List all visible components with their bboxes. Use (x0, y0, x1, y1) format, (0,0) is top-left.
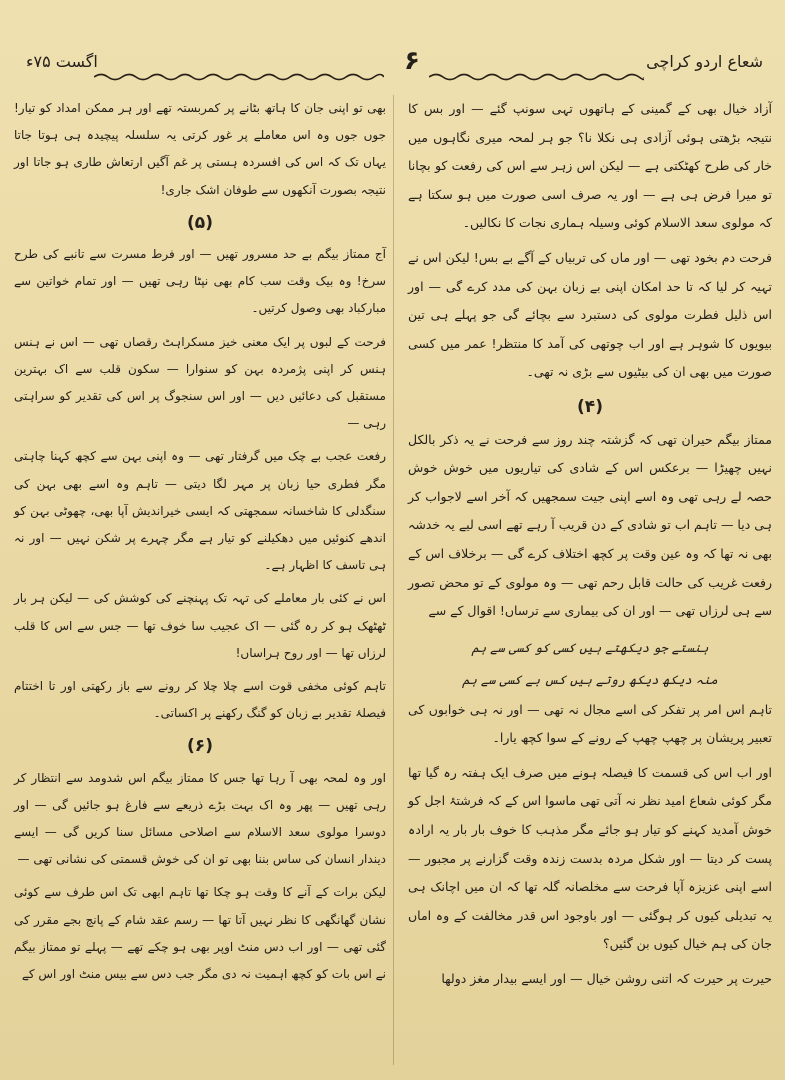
page-number: ۶ (404, 46, 420, 76)
paragraph: تاہم کوئی مخفی قوت اسے چلا چلا کر رونے سے باز رکھتی اور تا اختتام فیصلۂ تقدیر بے زبان کو گنگ رکھنے پر اکساتی۔ (14, 679, 386, 721)
page-header (14, 46, 771, 88)
paragraph: آج ممتاز بیگم بے حد مسرور تھیں — اور فرط مسرت سے تانبے کی طرح سرخ! وہ بیک وقت سب کام بھی نپٹا رہی تھیں — اور تمام خواتین سے مبارکباد بھی وصول کرتیں۔ (14, 247, 386, 316)
verse-line: منہ دیکھ دیکھ روتے ہیں کس بے کسی سے ہم (462, 671, 718, 687)
section-heading-5: (۵) (187, 212, 213, 233)
header-date: اگست ۷۵ء (26, 52, 98, 71)
paragraph: رفعت عجب بے چک میں گرفتار تھی — وہ اپنی بہن سے کچھ کہنا چاہتی مگر فطری حیا زبان پر مہر لگا دیتی — تاہم وہ اسے بھی بہن کی سنگدلی کا شاخسانہ سمجھتی کہ ایسی خیراندیش آپا بھی، چھوٹی بہن کو اندھے کنوئیں میں دھکیلنے کو تیار ہے مگر چہرے پر شکن نہیں — اور نہ ہی تاسف کا اظہار ہے۔ (14, 449, 386, 573)
paragraph: حیرت پر حیرت کہ اتنی روشن خیال — اور ایسے بیدار مغز دولھا (441, 971, 772, 987)
paragraph: تاہم اس امر پر تفکر کی اسے مجال نہ تھی — اور نہ ہی خوابوں کی تعبیر پریشان پر چھپ چھپ کے رونے کے سوا کچھ یارا۔ (408, 701, 772, 746)
paragraph: فرحت دم بخود تھی — اور ماں کی تربیاں کے آگے بے بس! لیکن اس نے تہیہ کر لیا کہ تا حد امکان اپنی بے زبان بہن کی مدد کرے گی — اور اس ذلیل فطرت مولوی کی دستبرد سے بچائے گی جو پہلے ہی تین بیویوں کا شوہر ہے اور اب چوتھی کی آمد کا منتظر! عمر میں کسی صورت میں بھی ان کی بیٹیوں سے بڑی نہ تھی۔ (408, 249, 772, 380)
paragraph: فرحت کے لبوں پر ایک معنی خیز مسکراہٹ رقصاں تھی — اس نے ہنس ہنس کر اپنی پژمردہ بہن کو سنوارا — سکون قلب سے اک بہترین مستقبل کی دعائیں دیں — اور اس سنجوگ پر اس کی تقدیر کو سراہتی رہی — (14, 334, 386, 431)
paragraph: اور وہ لمحہ بھی آ رہا تھا جس کا ممتاز بیگم اس شدومد سے انتظار کر رہی تھیں — پھر وہ اک بہت بڑے ذریعے سے فارغ ہو جائیں گی — اور دوسرا مولوی سعد الاسلام سے اصلاحی مسائل سنا کریں گی — ایسے دیندار انسان کی ساس بننا بھی تو ان کی خوش قسمتی کی نشانی تھی — (14, 770, 386, 867)
left-column (14, 95, 386, 994)
paragraph: آزاد خیال بھی کے گمینی کے ہاتھوں تہی سونپ گئے — اور بس کا نتیجہ بڑھتی ہوئی آزادی ہی نکلا نا؟ جو ہر لمحہ میری نگاہوں میں خار کی طرح کھٹکتی ہے — لیکن اس زہر سے اس کی رفعت کو بچانا تو میرا فرض ہی ہے — اور یہ صرف اسی صورت میں ہو سکتا ہے کہ مولوی سعد الاسلام کوئی وسیلہ ہماری نجات کا نکالیں۔ (408, 101, 772, 231)
paragraph: ممتاز بیگم حیران تھی کہ گزشتہ چند روز سے فرحت نے یہ ذکر بالکل نہیں چھیڑا — برعکس اس کے شادی کی تیاریوں میں خوش خوش حصہ لے رہی تھی وہ اسے اپنی جیت سمجھیں کہ آخر اسے لاجواب کر ہی دیا — تاہم اب تو شادی کے دن قریب آ رہے تھے اسی لیے یہ خدشہ بھی نہ تھا کہ وہ عین وقت پر کچھ اختلاف کرے گی — برخلاف اس کے رفعت غریب کی حالت قابل رحم تھی — وہ مولوی کے تو محض تصور سے ہی لرزاں تھی — اور ان کی بیماری سے ترساں! اقوال کے سے (408, 431, 772, 619)
paragraph: لیکن برات کے آنے کا وقت ہو چکا تھا تاہم ابھی تک اس طرف سے کوئی نشان گھانگھی کا نظر نہیں آتا تھا — رسم عقد شام کے پانچ بجے مقرر کی گئی تھی — اور اب دس منٹ اوپر بھی ہو چکے تھے — پہلے تو ممتاز بیگم نے اس بات کو کچھ اہمیت نہ دی مگر جب دس سے بیس منٹ اور اس کے (14, 885, 386, 982)
header-magazine-title: شعاع اردو کراچی (646, 52, 763, 71)
verse-line: ہنستے جو دیکھتے ہیں کسی کو کسی سے ہم (471, 639, 709, 655)
paragraph: اور اب اس کی قسمت کا فیصلہ ہونے میں صرف ایک ہفتہ رہ گیا تھا مگر کوئی شعاع امید نظر نہ آتی تھی ماسوا اس کے کہ فرشتۂ اجل کو خوش آمدید کہنے کو تیار ہو جائے مگر مذہب کا خوف بار بار یہ ارادہ پست کر دیتا — اور شکل مردہ بدست زندہ وقت گزارنے پر مجبور — اسے اپنی عزیزہ آپا فرحت سے مخلصانہ گلہ تھا کہ ان میں اچانک ہی یہ تبدیلی کیوں کر ہوگئی — اور باوجود اس قدر مخالفت کے وہ اماں جان کی ہم خیال کیوں بن گئیں؟ (408, 764, 772, 952)
paragraph: بھی تو اپنی جان کا ہاتھ بٹانے پر کمربستہ تھے اور ہر ممکن امداد کو تیار! جوں جوں وہ اس معاملے پر غور کرتی یہ سلسلہ پیچیدہ ہی ہوتا جاتا یہاں تک کہ اس کی افسردہ ہستی پر غم آگیں ارتعاش طاری ہو جاتا اور نتیجہ بصورت آنکھوں سے طوفان اشک جاری! (14, 101, 386, 197)
section-heading-4: (۴) (577, 396, 603, 417)
header-wavy-rule-right (429, 72, 644, 82)
header-wavy-rule-left (94, 72, 384, 82)
section-heading-6: (۶) (187, 736, 213, 757)
right-column (408, 95, 772, 1000)
paragraph: اس نے کئی بار معاملے کی تہہ تک پہنچنے کی کوشش کی — لیکن ہر بار ٹھٹھک ہو کر رہ گئی — اک عجیب سا خوف تھا — جس سے اس کا قلب لرزاں تھا — اور روح ہراساں! (14, 591, 386, 660)
column-divider (393, 95, 394, 1065)
